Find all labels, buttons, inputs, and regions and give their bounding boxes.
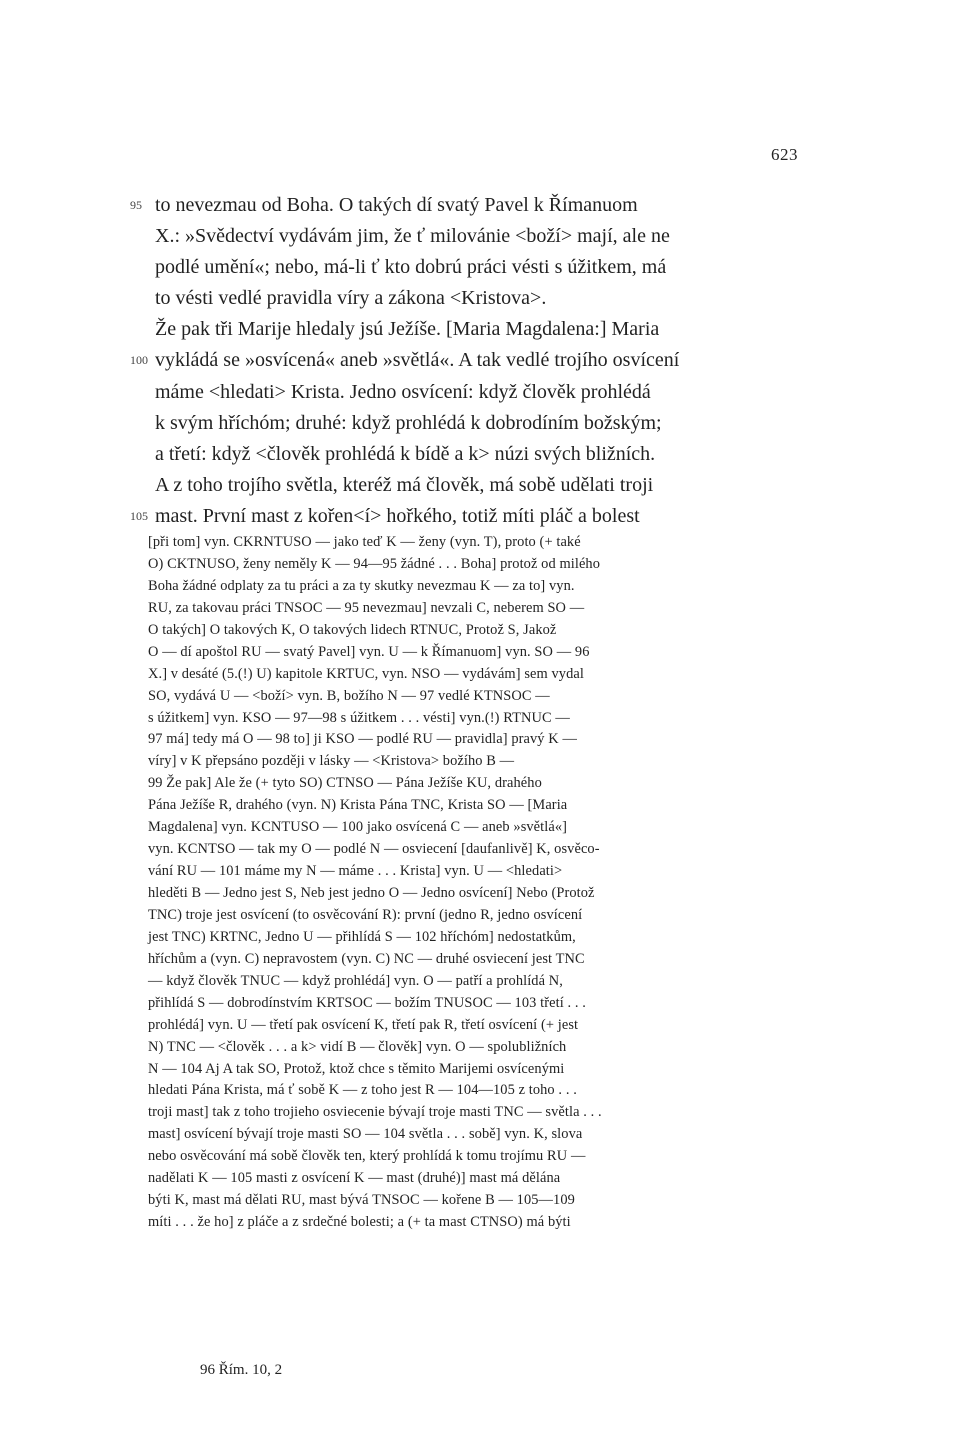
apparatus-line: vání RU — 101 máme my N — máme . . . Krista] vyn. U — <hledati> [148,863,563,880]
line-text: X.: »Svědectví vydávám jim, že ť milovánie <boží> mají, ale ne [155,225,670,248]
line-text: podlé umění«; nebo, má-li ť kto dobrú práci vésti s úžitkem, má [155,256,667,279]
line-text: máme <hledati> Krista. Jedno osvícení: když člověk prohlédá [155,380,651,403]
main-text-line [130,190,810,221]
line-text: Že pak tři Marije hledaly jsú Ježíše. [Maria Magdalena:] Maria [155,318,660,341]
main-text-line [130,345,810,376]
apparatus-line: hledati Pána Krista, má ť sobě K — z toho jest R — 104—105 z toho . . . [148,1082,577,1099]
line-number: 105 [130,508,148,523]
apparatus-line: Pána Ježíše R, drahého (vyn. N) Krista Pána TNC, Krista SO — [Maria [148,797,568,814]
line-text: vykládá se »osvícená« aneb »světlá«. A tak vedlé trojího osvícení [155,349,680,372]
line-number: 100 [130,353,148,368]
apparatus-line: 97 má] tedy má O — 98 to] ji KSO — podlé RU — pravidla] pravý K — [148,731,577,748]
line-text: a třetí: když <člověk prohlédá k bídě a k> núzi svých bližních. [155,442,656,465]
apparatus-line: býti K, mast má dělati RU, mast bývá TNSOC — kořene B — 105—109 [148,1192,575,1209]
apparatus-line: [při tom] vyn. CKRNTUSO — jako teď K — ženy (vyn. T), proto (+ také [148,534,581,550]
apparatus-line: — když člověk TNUC — když prohlédá] vyn. O — patří a prohlídá N, [148,972,563,989]
apparatus-line: míti . . . že ho] z pláče a z srdečné bolesti; a (+ ta mast CTNSO) má býti [148,1214,571,1231]
apparatus-line: N — 104 Aj A tak SO, Protož, ktož chce s těmito Marijemi osvícenými [148,1060,565,1077]
apparatus-line: Boha žádné odplaty za tu práci a za ty skutky nevezmau K — za to] vyn. [148,577,575,594]
apparatus-line: víry] v K přepsáno později v lásky — <Kristova> božího B — [148,753,515,770]
apparatus-line: RU, za takovau práci TNSOC — 95 nevezmau] nevzali C, neberem SO — [148,599,585,616]
apparatus-line: 99 Že pak] Ale že (+ tyto SO) CTNSO — Pána Ježíše KU, drahého [148,775,542,792]
apparatus-line: X.] v desáté (5.(!) U) kapitole KRTUC, vyn. NSO — vydávám] sem vydal [148,665,584,682]
line-text: A z toho trojího světla, kteréž má člověk, má sobě udělati troji [155,473,654,496]
main-text-line [130,221,810,252]
apparatus-line: troji mast] tak z toho trojieho osviecenie bývají troje masti TNC — světla . . . [148,1104,602,1121]
main-text-line [130,501,810,532]
line-text: to nevezmau od Boha. O takých dí svatý Pavel k Římanuom [155,194,638,216]
main-text-line [130,314,810,345]
apparatus-line: mast] osvícení bývají troje masti SO — 104 světla . . . sobě] vyn. K, slova [148,1126,583,1143]
main-text-line [130,252,810,283]
apparatus-line: vyn. KCNTSO — tak my O — podlé N — osviecení [daufanlivě] K, osvěco- [148,841,600,858]
apparatus-line: N) TNC — <člověk . . . a k> vidí B — člověk] vyn. O — spolubližních [148,1038,567,1055]
apparatus-line: hříchům a (vyn. C) nepravostem (vyn. C) NC — druhé osviecení jest TNC [148,950,585,967]
line-text: to vésti vedlé pravidla víry a zákona <Kristova>. [155,287,547,310]
page-number: 623 [771,145,798,164]
apparatus-line: SO, vydává U — <boží> vyn. B, božího N — 97 vedlé KTNSOC — [148,687,550,704]
apparatus-line: hleděti B — Jedno jest S, Neb jest jedno O — Jedno osvícení] Nebo (Protož [148,885,595,901]
main-text-line [130,283,810,314]
main-text-line [130,377,810,408]
apparatus-line: nebo osvěcování má sobě člověk ten, který prohlídá k tomu trojímu RU — [148,1148,586,1165]
apparatus-line: O takých] O takových K, O takových lidech RTNUC, Protož S, Jakož [148,621,557,638]
apparatus-line: O) CKTNUSO, ženy neměly K — 94—95 žádné . . . Boha] protož od milého [148,555,601,572]
line-text: k svým hříchóm; druhé: když prohlédá k dobrodíním božským; [155,411,662,434]
apparatus-line: přihlídá S — dobrodínstvím KRTSOC — božím TNUSOC — 103 třetí . . . [148,994,586,1011]
apparatus-line: s úžitkem] vyn. KSO — 97—98 s úžitkem . . . vésti] vyn.(!) RTNUC — [148,709,570,726]
main-text-line [130,470,810,501]
main-text-line [130,439,810,470]
line-text: mast. První mast z kořen<í> hořkého, totiž míti pláč a bolest [155,504,640,527]
apparatus-line: nadělati K — 105 masti z osvícení K — mast (druhé)] mast má dělána [148,1170,561,1187]
apparatus-line: O — dí apoštol RU — svatý Pavel] vyn. U — k Římanuom] vyn. SO — 96 [148,643,590,660]
line-number: 95 [130,198,142,212]
critical-apparatus [148,532,808,1234]
apparatus-line: Magdalena] vyn. KCNTUSO — 100 jako osvícená C — aneb »světlá«] [148,819,568,836]
apparatus-line: prohlédá] vyn. U — třetí pak osvícení K, třetí pak R, třetí osvícení (+ jest [148,1016,579,1033]
apparatus-line: TNC) troje jest osvícení (to osvěcování R): první (jedno R, jedno osvícení [148,906,583,923]
main-text [130,190,810,532]
apparatus-line: jest TNC) KRTNC, Jedno U — přihlídá S — 102 hříchóm] nedostatkům, [148,928,576,945]
footnote: 96 Řím. 10, 2 [200,1362,283,1378]
main-text-line [130,408,810,439]
